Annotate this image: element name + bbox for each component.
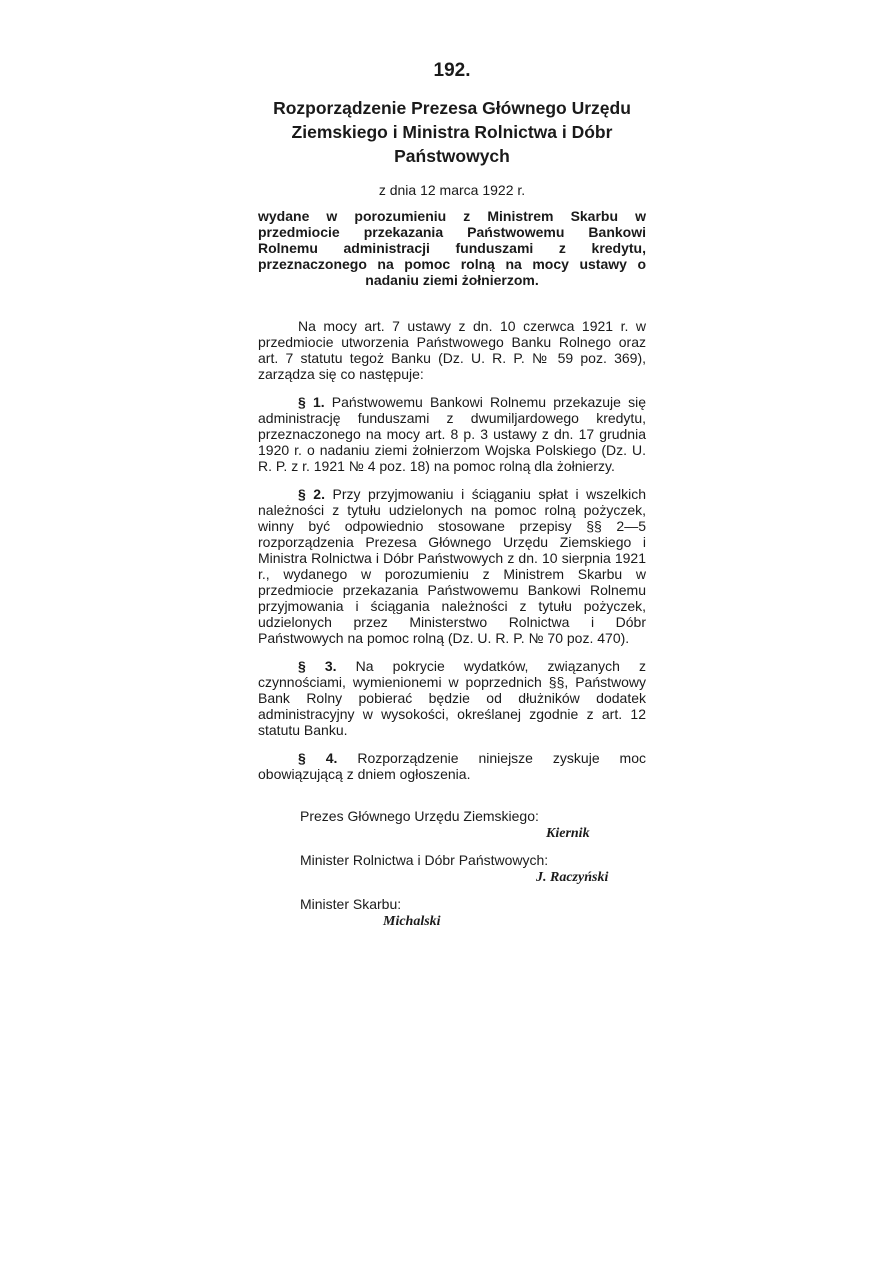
- section-1: [258, 394, 646, 474]
- signature-role: Minister Rolnictwa i Dóbr Państwowych:: [300, 852, 549, 868]
- section-1-text: Państwowemu Bankowi Rolnemu przekazuje się administrację funduszami z dwumiljardowego kredytu, przeznaczonego na mocy art. 8 p. 3 ustawy z dn. 17 grudnia 1920 r. o nadaniu ziemi żołnierzom Wojska Polskiego (Dz. U. R. P. z r. 1921 № 4 poz. 18) na pomoc rolną dla żołnierzy.: [258, 394, 646, 474]
- signature-name: J. Raczyński: [536, 870, 609, 885]
- section-4-text: Rozporządzenie niniejsze zyskuje moc obowiązującą z dniem ogłoszenia.: [258, 750, 647, 782]
- signature-role: Prezes Głównego Urzędu Ziemskiego:: [300, 808, 539, 824]
- document-page: [258, 60, 646, 940]
- signature-land-office: [258, 808, 646, 842]
- section-4: [258, 750, 646, 782]
- preamble-paragraph: Na mocy art. 7 ustawy z dn. 10 czerwca 1921 r. w przedmiocie utworzenia Państwowego Banku Rolnego oraz art. 7 statutu tegoż Banku (Dz. U. R. P. № 59 poz. 369), zarządza się co następuje:: [258, 318, 646, 382]
- signature-role: Minister Skarbu:: [300, 896, 402, 912]
- signature-name: Kiernik: [546, 826, 590, 841]
- document-date: z dnia 12 marca 1922 r.: [378, 182, 526, 198]
- section-2-label: § 2.: [298, 486, 325, 502]
- document-number: 192.: [433, 60, 471, 81]
- signatures-block: [258, 808, 646, 930]
- signature-treasury-minister: [258, 896, 646, 930]
- section-2-text: Przy przyjmowaniu i ściąganiu spłat i wszelkich należności z tytułu udzielonych na pomoc rolną pożyczek, winny być odpowiednio stosowane przepisy §§ 2—5 rozporządzenia Prezesa Głównego Urzędu Ziemskiego i Ministra Rolnictwa i Dóbr Państwowych z dn. 10 sierpnia 1921 r., wydanego w porozumieniu z Ministrem Skarbu w przedmiocie przekazania Państwowemu Bankowi Rolnemu przyjmowania i ściągania należności z tytułu pożyczek, udzielonych przez Ministerstwo Rolnictwa i Dóbr Państwowych na pomoc rolną (Dz. U. R. P. № 70 poz. 470).: [258, 486, 646, 646]
- section-2: [258, 486, 646, 646]
- signature-agriculture-minister: [258, 852, 646, 886]
- section-3-text: Na pokrycie wydatków, związanych z czynnościami, wymienionemi w poprzednich §§, Państwowy Bank Rolny pobierać będzie od dłużników dodatek administracyjny w wysokości, określanej zgodnie z art. 12 statutu Banku.: [258, 658, 646, 738]
- signature-name: Michalski: [383, 914, 441, 929]
- document-subtitle: wydane w porozumieniu z Ministrem Skarbu w przedmiocie przekazania Państwowemu Bankowi Rolnemu administracji funduszami z kredytu, przeznaczonego na pomoc rolną na mocy ustawy o nadaniu ziemi żołnierzom.: [258, 208, 646, 288]
- section-4-label: § 4.: [298, 750, 338, 766]
- section-3: [258, 658, 646, 738]
- section-3-label: § 3.: [298, 658, 337, 674]
- document-title: Rozporządzenie Prezesa Głównego Urzędu Ziemskiego i Ministra Rolnictwa i Dóbr Państwowych: [273, 98, 631, 166]
- section-1-label: § 1.: [298, 394, 325, 410]
